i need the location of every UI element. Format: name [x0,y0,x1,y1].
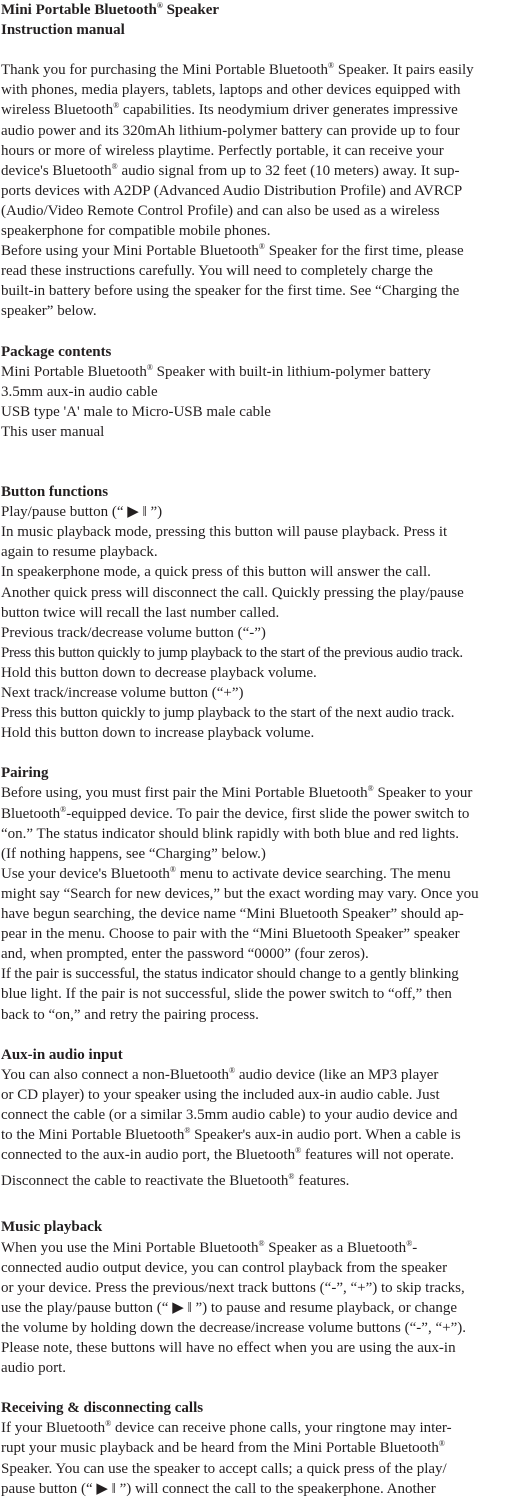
list-item: This user manual [1,423,105,440]
body-line: In music playback mode, pressing this button will pause playback. Press it [1,524,448,541]
body-line: Press this button quickly to jump playback to the start of the next audio track. [1,705,455,722]
body-line: Next track/increase volume button (“+”) [1,685,244,701]
body-line: In speakerphone mode, a quick press of this button will answer the call. [1,564,431,581]
body-line: connected to the aux-in audio port, the Bluetooth® features will not operate. [1,1146,455,1164]
music-playback-section [1,1217,517,1378]
body-line: Hold this button down to increase playback volume. [1,725,315,742]
body-line: Disconnect the cable to reactivate the Bluetooth® features. [1,1172,350,1190]
section-heading: Music playback [1,1219,103,1236]
body-line: and, when prompted, enter the password “0000” (four zeros). [1,946,369,963]
body-line: the volume by holding down the decrease/increase volume buttons (“-”, “+”). [1,1319,466,1336]
aux-in-section [1,1045,517,1192]
body-line: Another quick press will disconnect the call. Quickly pressing the play/pause [1,584,464,601]
body-line: Previous track/decrease volume button (“-”) [1,624,266,641]
body-line: Bluetooth®-equipped device. To pair the device, first slide the power switch to [1,804,470,822]
body-line: You can also connect a non-Bluetooth® audio device (like an MP3 player [1,1065,439,1083]
body-line: Please note, these buttons will have no effect when you are using the aux-in [1,1340,456,1356]
intro-line: speaker” below. [1,303,97,320]
section-heading: Pairing [1,765,49,782]
intro-line: read these instructions carefully. You will need to completely charge the [1,263,433,280]
intro-line: with phones, media players, tablets, laptops and other devices equipped with [1,82,461,99]
intro-line: device's Bluetooth® audio signal from up to 32 feet (10 meters) away. It sup- [1,161,460,179]
body-line: to the Mini Portable Bluetooth® Speaker's aux-in audio port. When a cable is [1,1126,461,1144]
document-title: Mini Portable Bluetooth® Speaker [1,1,220,18]
body-line: connected audio output device, you can control playback from the speaker [1,1259,448,1276]
intro-line: (Audio/Video Remote Control Profile) and can also be used as a wireless [1,202,440,219]
body-line: Play/pause button (“ ▶ ‖ ”) [1,504,163,521]
spacer [1,442,517,482]
intro-line: built-in battery before using the speaker for the first time. See “Charging the [1,283,460,300]
body-line: If the pair is successful, the status indicator should change to a gently blinking [1,966,459,983]
section-heading: Aux-in audio input [1,1046,123,1063]
body-line: or your device. Press the previous/next track buttons (“-”, “+”) to skip tracks, [1,1279,465,1296]
body-line: have begun searching, the device name “Mini Bluetooth Speaker” should ap- [1,906,464,923]
body-line: again to resume playback. [1,544,158,561]
body-line: Before using, you must first pair the Mini Portable Bluetooth® Speaker to your [1,784,473,802]
spacer [1,1025,517,1045]
list-item: 3.5mm aux-in audio cable [1,383,158,400]
body-line: connect the cable (or a similar 3.5mm audio cable) to your audio device and [1,1106,458,1123]
body-line: or CD player) to your speaker using the included aux-in audio cable. Just [1,1086,440,1103]
intro-line: speakerphone for compatible mobile phones. [1,223,271,240]
button-functions-section [1,482,517,743]
body-line: Hold this button down to decrease playback volume. [1,664,317,681]
intro-line: audio power and its 320mAh lithium-polymer battery can provide up to four [1,122,460,139]
body-line: button twice will recall the last number called. [1,604,280,621]
intro-section [1,60,517,321]
body-line: pause button (“ ▶ ‖ ”) will connect the call to the speakerphone. Another [1,1480,436,1497]
body-line: back to “on,” and retry the pairing process. [1,1006,259,1023]
body-line: Speaker. You can use the speaker to accept calls; a quick press of the play/ [1,1460,447,1477]
intro-line: Before using your Mini Portable Bluetooth® Speaker for the first time, please [1,242,464,260]
body-line: audio port. [1,1360,66,1377]
package-contents-section [1,342,517,442]
body-line: might say “Search for new devices,” but the exact wording may vary. Once you [1,885,479,902]
body-line: Press this button quickly to jump playback to the start of the previous audio track. [1,644,463,661]
section-heading: Package contents [1,343,112,360]
body-line: If your Bluetooth® device can receive phone calls, your ringtone may inter- [1,1419,452,1437]
body-line: pear in the menu. Choose to pair with the “Mini Bluetooth Speaker” speaker [1,926,460,943]
pairing-section [1,763,517,1024]
list-item: Mini Portable Bluetooth® Speaker with built-in lithium-polymer battery [1,362,431,380]
body-line: rupt your music playback and be heard from the Mini Portable Bluetooth® [1,1439,445,1457]
body-line: (If nothing happens, see “Charging” below.) [1,845,266,862]
section-heading: Receiving & disconnecting calls [1,1400,204,1417]
calls-section [1,1398,517,1498]
intro-line: wireless Bluetooth® capabilities. Its neodymium driver generates impressive [1,101,458,119]
body-line: Use your device's Bluetooth® menu to activate device searching. The menu [1,864,451,882]
intro-line: hours or more of wireless playtime. Perfectly portable, it can receive your [1,142,444,159]
section-heading: Button functions [1,484,109,501]
spacer [1,40,517,60]
body-line: “on.” The status indicator should blink rapidly with both blue and red lights. [1,825,459,842]
spacer [1,322,517,342]
intro-line: Thank you for purchasing the Mini Portable Bluetooth® Speaker. It pairs easily [1,61,474,79]
body-line: use the play/pause button (“ ▶ ‖ ”) to pause and resume playback, or change [1,1299,458,1316]
list-item: USB type 'A' male to Micro-USB male cable [1,403,271,420]
body-line: blue light. If the pair is not successful, slide the power switch to “off,” then [1,986,452,1003]
document-subtitle: Instruction manual [1,22,125,39]
intro-line: ports devices with A2DP (Advanced Audio Distribution Profile) and AVRCP [1,182,463,199]
spacer [1,1191,517,1211]
spacer [1,1378,517,1398]
spacer [1,743,517,763]
body-line: When you use the Mini Portable Bluetooth® Speaker as a Bluetooth®- [1,1238,418,1256]
